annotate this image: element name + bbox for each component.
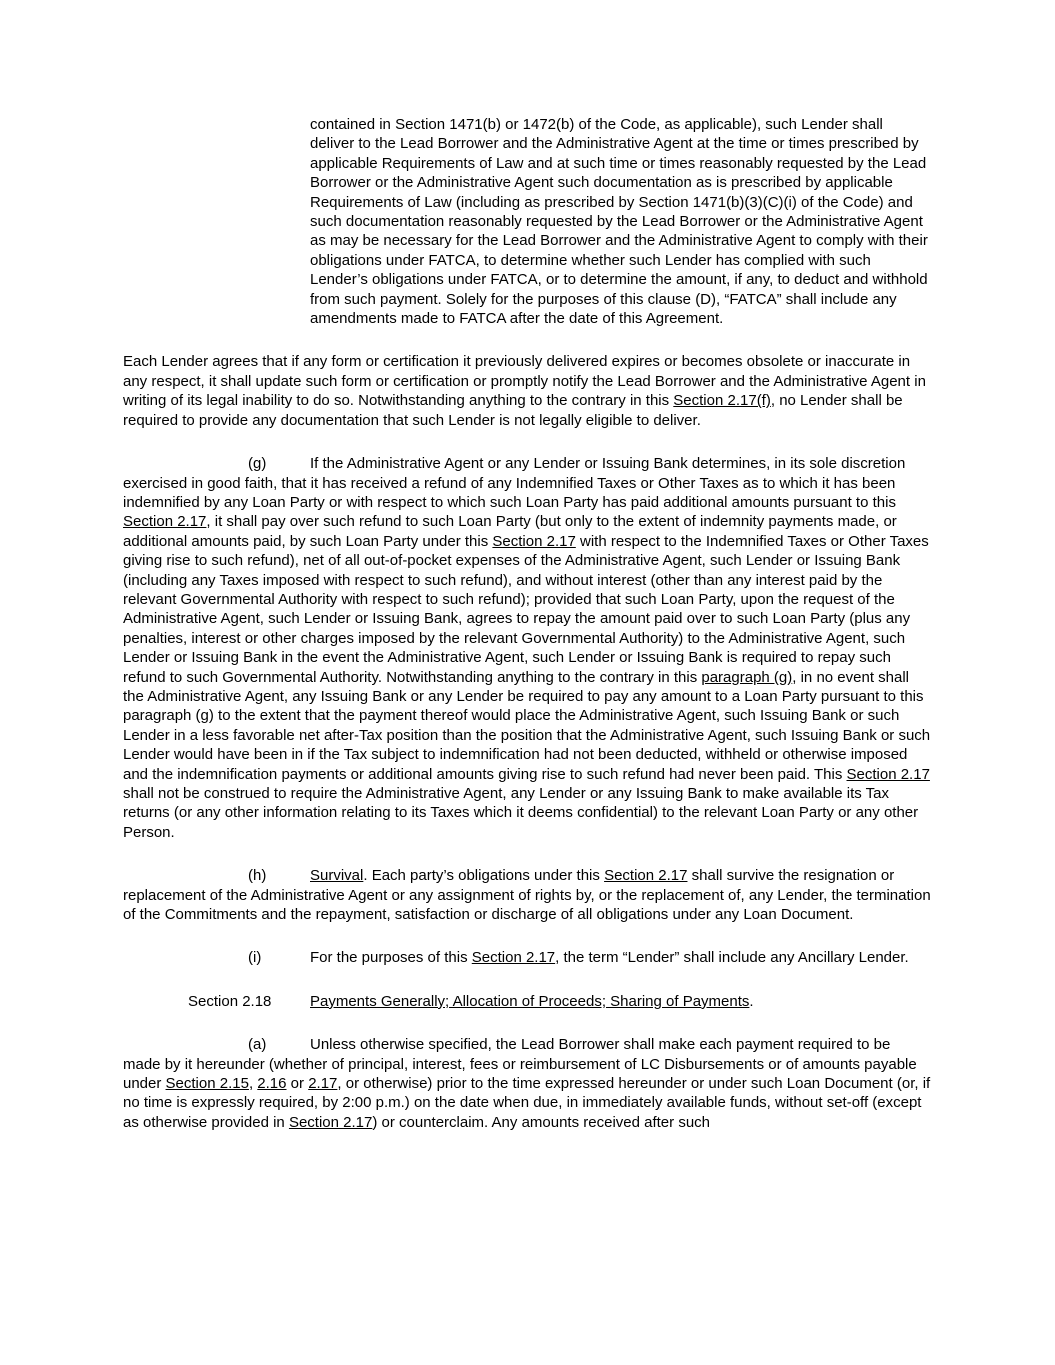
text-run: , it shall pay over such refund to such Loan Party (but only to the extent of indemnity payments made, or additional amounts paid, by such Loan Party under this (123, 513, 897, 550)
section-ref: Section 2.17 (604, 867, 688, 885)
text-run: Each Lender agrees that if any form or certification it previously delivered expires or becomes obsolete or inaccurate in any respect, it shall update such form or certification or promptly notify the Lead Borrower and the Administrative Agent in writing of its legal inability to do so. Notwithstanding anything to the contrary in this (123, 353, 926, 410)
text-run: shall not be construed to require the Administrative Agent, any Lender or any Issuing Bank to make available its Tax returns (or any other information relating to its Taxes which it deems confidential) to the relevant Loan Party or any other Person. (123, 785, 919, 841)
text-run: or (286, 1075, 309, 1093)
section-ref: Section 2.17 (492, 532, 576, 550)
section-2-18-heading (123, 992, 931, 1011)
text-run: with respect to the Indemnified Taxes or Other Taxes giving rise to such refund), net of all out-of-pocket expenses of the Administrative Agent, such Lender or Issuing Bank (including any Taxes imposed with respect to such refund), and without interest (other than any interest paid by the relevant Governmental Authority with respect to such refund); provided that such Loan Party, upon the request of the Administrative Agent, such Lender or Issuing Bank, agrees to repay the amount paid over to such Loan Party (plus any penalties, interest or other charges imposed by the relevant Governmental Authority) to the Administrative Agent, such Lender or Issuing Bank in the event the Administrative Agent, such Lender or Issuing Bank is required to repay such refund to such Governmental Authority. Notwithstanding anything to the contrary in this (123, 532, 929, 686)
section-ref: Section 2.17 (846, 765, 930, 783)
paragraph-i-lender-definition (123, 948, 931, 967)
section-ref: Section 2.17 (288, 1113, 373, 1131)
paragraph-ref: paragraph (g) (701, 668, 793, 686)
text-run: , in no event shall the Administrative Agent, any Issuing Bank or any Lender be required to pay any amount to a Loan Party pursuant to this paragraph (g) to the extent that the payment thereof would place the Administrative Agent, such Issuing Bank or such Lender in a less favorable net after-Tax position than the position that the Administrative Agent, such Issuing Bank or such Lender would have been in if the Tax subject to indemnification had not been deducted, withheld or otherwise imposed and the indemnification payments or additional amounts giving rise to such refund had never been paid. This (123, 668, 931, 783)
paragraph-label: (g) (248, 455, 267, 473)
section-ref: 2.16 (257, 1075, 287, 1093)
section-number: Section 2.18 (188, 992, 272, 1010)
paragraph-label: (a) (248, 1036, 267, 1054)
section-ref: 2.17 (308, 1075, 338, 1093)
paragraph-label: (i) (248, 949, 262, 967)
text-run: ) or counterclaim. Any amounts received after such (372, 1113, 710, 1131)
survival-heading: Survival (310, 867, 364, 885)
text-run: , or otherwise) prior to the time expressed hereunder or under such Loan Document (or, if no time is expressly required, by 2:00 p.m.) on the date when due, in immediately available funds, without set-off (except as otherwise provided in (123, 1075, 931, 1131)
text-run: If the Administrative Agent or any Lender or Issuing Bank determines, in its sole discretion exercised in good faith, that it has received a refund of any Indemnified Taxes or Other Taxes as to which it has been indemnified by any Loan Party or with respect to which such Loan Party has paid additional amounts pursuant to this (123, 455, 906, 511)
text-run: shall survive the resignation or replacement of the Administrative Agent or any assignment of rights by, or the replacement of, any Lender, the termination of the Commitments and the repayment, satisfaction or discharge of all obligations under any Loan Document. (123, 867, 931, 924)
paragraph-g-refunds (123, 454, 931, 842)
section-ref: Section 2.17(f) (673, 392, 771, 410)
paragraph-a-payments (123, 1035, 931, 1132)
paragraph-label: (h) (248, 867, 267, 885)
text-run: For the purposes of this (310, 949, 472, 967)
paragraph-h-survival (123, 866, 931, 924)
text-run: , (248, 1075, 258, 1093)
section-ref: Section 2.17 (123, 513, 207, 531)
text-run: . Each party’s obligations under this (363, 867, 605, 885)
text-run: , no Lender shall be required to provide any documentation that such Lender is not legally eligible to deliver. (123, 392, 903, 429)
paragraph-lender-update (123, 352, 931, 430)
clause-d-text: contained in Section 1471(b) or 1472(b) of the Code, as applicable), such Lender shall deliver to the Lead Borrower and the Administrative Agent at the time or times prescribed by applicable Requirements of Law and at such time or times reasonably requested by the Lead Borrower or the Administrative Agent such documentation as is prescribed by applicable Requirements of Law (including as prescribed by Section 1471(b)(3)(C)(i) of the Code) and such documentation reasonably requested by the Lead Borrower or the Administrative Agent as may be necessary for the Lead Borrower and the Administrative Agent to comply with their obligations under FATCA, to determine whether such Lender has complied with such Lender’s obligations under FATCA, or to determine the amount, if any, to deduct and withhold from such payment. Solely for the purposes of this clause (D), “FATCA” shall include any amendments made to FATCA after the date of this Agreement. (310, 116, 928, 328)
text-run: Unless otherwise specified, the Lead Borrower shall make each payment required to be made by it hereunder (whether of principal, interest, fees or reimbursement of LC Disbursements or of amounts payable under (123, 1036, 917, 1093)
section-title-period: . (749, 992, 754, 1010)
section-ref: Section 2.17 (471, 949, 556, 967)
section-ref: Section 2.15 (165, 1075, 249, 1093)
text-run: , the term “Lender” shall include any Ancillary Lender. (555, 949, 909, 967)
section-title: Payments Generally; Allocation of Proceeds; Sharing of Payments (310, 992, 750, 1010)
clause-d-continuation-block (310, 115, 930, 328)
